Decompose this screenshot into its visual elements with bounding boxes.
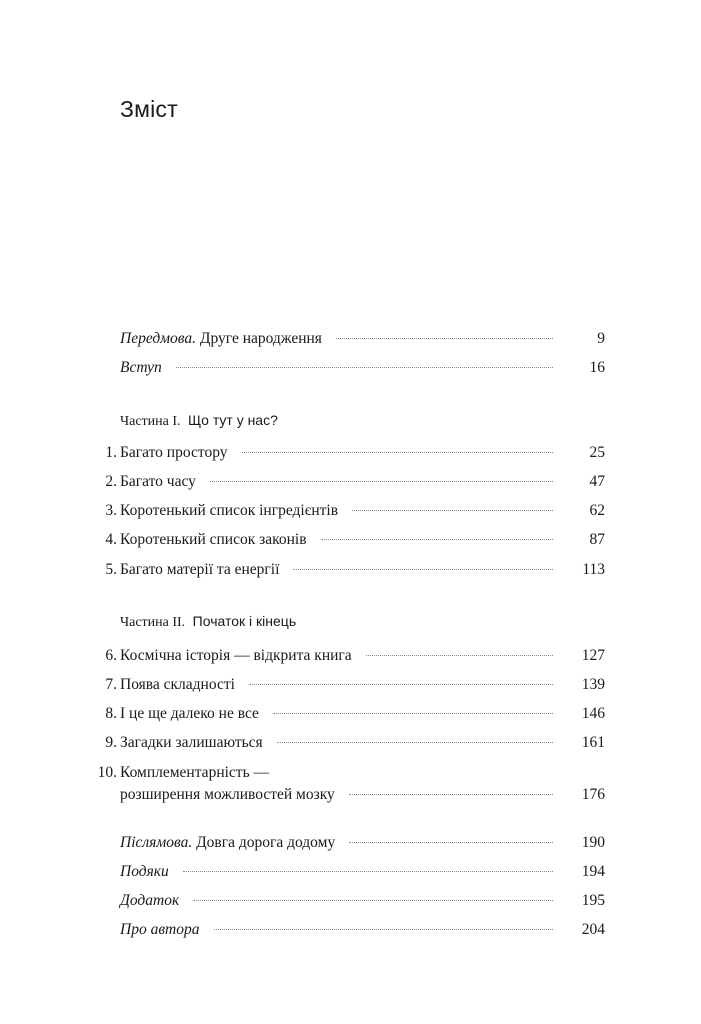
dot-leader <box>273 712 553 714</box>
toc-entry-afterword[interactable] <box>0 828 701 857</box>
page-number: 113 <box>582 561 605 578</box>
chapter-number: 9. <box>105 734 117 751</box>
toc-entry-chapter-7[interactable] <box>0 670 701 699</box>
page-number: 9 <box>597 330 605 347</box>
page-number: 16 <box>589 359 605 376</box>
toc-entry-about-author[interactable] <box>0 915 701 944</box>
dot-leader <box>242 451 554 453</box>
toc-entry-chapter-3[interactable] <box>0 496 701 525</box>
toc-entry-chapter-8[interactable] <box>0 699 701 728</box>
dot-leader <box>349 793 553 795</box>
page-title: Зміст <box>120 96 178 122</box>
toc-entry-chapter-1[interactable] <box>0 438 701 467</box>
entry-title: Багато часу <box>120 473 196 490</box>
page-number: 139 <box>581 676 605 693</box>
dot-leader <box>214 928 554 930</box>
dot-leader <box>249 683 553 685</box>
toc-entry-chapter-6[interactable] <box>0 641 701 670</box>
page-number: 195 <box>581 892 605 909</box>
page-number: 62 <box>589 502 605 519</box>
toc-entry-chapter-2[interactable] <box>0 467 701 496</box>
part-heading-2 <box>120 607 296 637</box>
entry-title: Коротенький список законів <box>120 531 307 548</box>
page-number: 194 <box>581 863 605 880</box>
entry-title: Космічна історія — відкрита книга <box>120 647 352 664</box>
entry-title: Післямова. Довга дорога додому <box>120 834 336 851</box>
toc-entry-chapter-5[interactable] <box>0 555 701 584</box>
page-number: 176 <box>581 786 605 803</box>
entry-title: Вступ <box>120 359 162 376</box>
page-number: 127 <box>581 647 605 664</box>
entry-title: Передмова. Друге народження <box>120 330 322 347</box>
chapter-number: 5. <box>105 561 117 578</box>
part-label: Частина I. <box>120 414 181 429</box>
entry-title: Багато матерії та енергії <box>120 561 280 578</box>
chapter-number: 4. <box>105 531 117 548</box>
entry-title: Коротенький список інгредієнтів <box>120 502 339 519</box>
dot-leader <box>183 870 553 872</box>
toc-entry-appendix[interactable] <box>0 886 701 915</box>
entry-title: Подяки <box>120 863 169 880</box>
entry-title: І це ще далеко не все <box>120 705 259 722</box>
page-number: 190 <box>581 834 605 851</box>
dot-leader <box>210 480 553 482</box>
chapter-number: 3. <box>105 502 117 519</box>
dot-leader <box>349 841 553 843</box>
toc-entry-chapter-9[interactable] <box>0 728 701 757</box>
toc-entry-preface[interactable] <box>0 324 701 353</box>
part-name: Що тут у нас? <box>188 412 278 428</box>
chapter-number: 10. <box>97 764 117 781</box>
dot-leader <box>293 568 553 570</box>
entry-title: Загадки залишаються <box>120 734 263 751</box>
dot-leader <box>193 899 553 901</box>
dot-leader <box>277 741 553 743</box>
dot-leader <box>366 654 553 656</box>
dot-leader <box>336 337 553 339</box>
part-label: Частина II. <box>120 615 186 630</box>
entry-title-line-2: розширення можливостей мозку <box>120 786 335 803</box>
dot-leader <box>176 366 553 368</box>
entry-title: Додаток <box>120 892 180 909</box>
dot-leader <box>352 509 553 511</box>
entry-title-line-1: Комплементарність — <box>120 764 270 781</box>
entry-title: Поява складності <box>120 676 235 693</box>
toc-entry-acknowledgements[interactable] <box>0 857 701 886</box>
page-number: 204 <box>581 921 605 938</box>
dot-leader <box>321 538 553 540</box>
toc-entry-introduction[interactable] <box>0 353 701 382</box>
chapter-number: 8. <box>105 705 117 722</box>
page-number: 47 <box>589 473 605 490</box>
page-number: 161 <box>581 734 605 751</box>
part-name: Початок і кінець <box>192 613 297 629</box>
page-number: 25 <box>589 444 605 461</box>
page-number: 146 <box>581 705 605 722</box>
chapter-number: 6. <box>105 647 117 664</box>
chapter-number: 2. <box>105 473 117 490</box>
chapter-number: 1. <box>105 444 117 461</box>
entry-title: Про автора <box>120 921 200 938</box>
entry-title: Багато простору <box>120 444 228 461</box>
page-number: 87 <box>589 531 605 548</box>
part-heading-1 <box>120 406 278 436</box>
toc-entry-chapter-4[interactable] <box>0 525 701 554</box>
chapter-number: 7. <box>105 676 117 693</box>
